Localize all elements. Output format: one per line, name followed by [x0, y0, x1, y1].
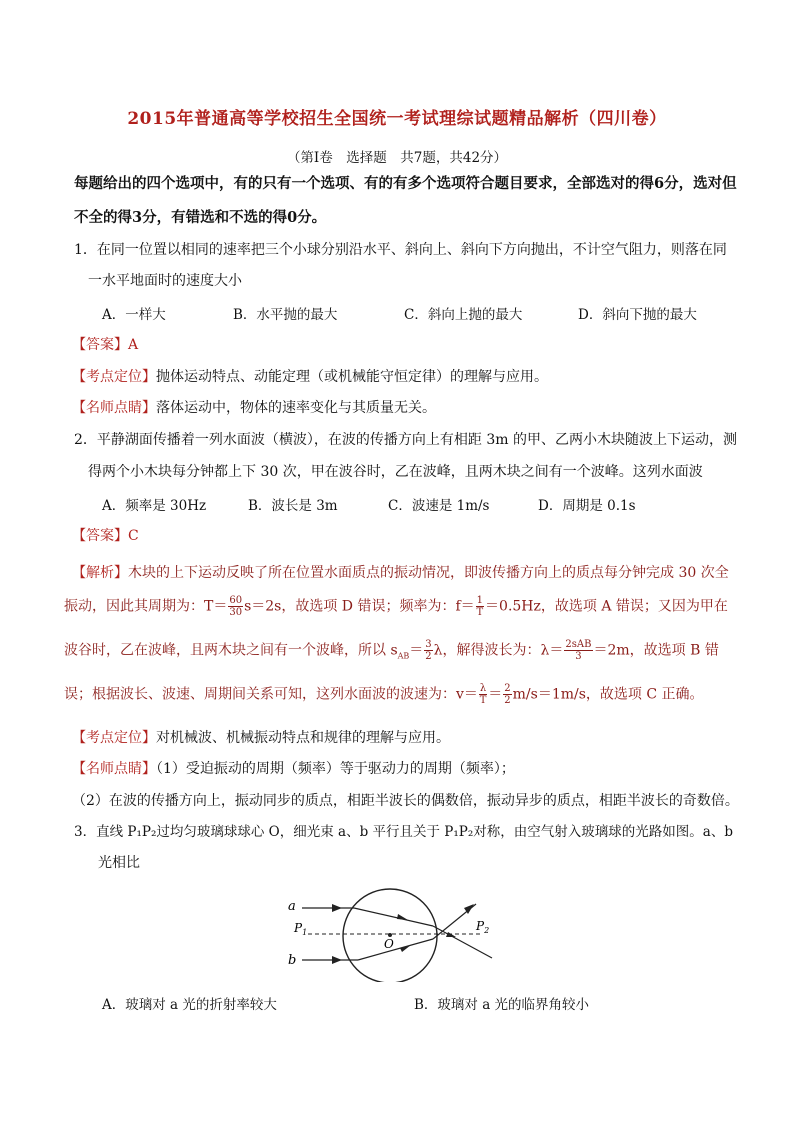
- key-point-tag: 【考点定位】: [72, 730, 156, 746]
- q1-stem-line-2: 一水平地面时的速度大小: [88, 273, 242, 289]
- q2-answer: [72, 526, 728, 546]
- answer-value: C: [128, 528, 139, 544]
- q3-option-a: A．玻璃对 a 光的折射率较大: [102, 997, 277, 1013]
- analysis-tag: 【解析】: [72, 565, 128, 581]
- q2-option-b: B．波长是 3m: [248, 498, 338, 514]
- page-title: 2015年普通高等学校招生全国统一考试理综试题精品解析（四川卷）: [127, 109, 667, 129]
- instructions-line-1: 每题给出的四个选项中，有的只有一个选项、有的有多个选项符合题目要求，全部选对的得6分，选对但: [74, 175, 737, 192]
- ray-b-arrow: [332, 956, 342, 964]
- q2-analysis-line-4: 误；根据波长、波速、周期间关系可知，这列水面波的波速为：v＝ $\frac{\lambda}{T}$ ＝ $\frac{2}{2}$ m/s＝1m/s，故选项 C 正确。: [64, 683, 704, 706]
- q1-option-d: D．斜向下抛的最大: [578, 307, 697, 323]
- q2-analysis-line-1: 【解析】木块的上下运动反映了所在位置水面质点的振动情况，即波传播方向上的质点每分钟完成 30 次全: [72, 565, 729, 581]
- tip-tag: 【名师点睛】: [72, 761, 156, 777]
- answer-value: A: [128, 337, 139, 353]
- ray-b-refracted: [358, 939, 433, 960]
- ray-a-exit-arrow: [446, 932, 456, 937]
- q2-option-d: D．周期是 0.1s: [538, 498, 636, 514]
- key-point-tag: 【考点定位】: [72, 369, 156, 385]
- q3-optics-diagram: [280, 882, 520, 982]
- key-point-text: 抛体运动特点、动能定理（或机械能守恒定律）的理解与应用。: [156, 369, 548, 385]
- label-p2: $P_2$: [476, 919, 490, 935]
- q1-key-point: [72, 367, 728, 387]
- q2-tip-line-2: （2）在波的传播方向上，振动同步的质点，相距半波长的偶数倍，振动异步的质点，相距半波长的奇数倍。: [72, 793, 739, 809]
- q1-stem-line-1: 1．在同一位置以相同的速率把三个小球分别沿水平、斜向上、斜向下方向抛出，不计空气阻力，则落在同: [74, 242, 727, 258]
- q1-tip: [72, 398, 728, 418]
- q1-option-a: A．一样大: [102, 307, 166, 323]
- answer-tag: 【答案】: [72, 337, 128, 353]
- label-a: a: [288, 899, 296, 914]
- tip-tag: 【名师点睛】: [72, 400, 156, 416]
- q3-option-b: B．玻璃对 a 光的临界角较小: [414, 997, 590, 1013]
- label-p1: $P_1$: [294, 921, 308, 937]
- q2-key-point: [72, 728, 728, 748]
- q2-stem-line-2: 得两个小木块每分钟都上下 30 次，甲在波谷时，乙在波峰，且两木块之间有一个波峰。这列水面波: [88, 464, 703, 480]
- section-subtitle: （第Ⅰ卷 选择题 共7题，共42分）: [286, 150, 508, 166]
- q2-analysis-line-2: 振动，因此其周期为：T＝ $\frac{60}{30}$ s＝2s，故选项 D 错误；频率为：f＝ $\frac{1}{T}$ ＝0.5Hz，故选项 A 错误；又因为甲在: [64, 595, 728, 618]
- q2-tip: [72, 759, 728, 779]
- key-point-text: 对机械波、机械振动特点和规律的理解与应用。: [156, 730, 450, 746]
- q1-answer: [72, 335, 728, 355]
- q1-option-b: B．水平抛的最大: [233, 307, 338, 323]
- ray-a-inner-arrow: [397, 914, 408, 920]
- tip-text: （1）受迫振动的周期（频率）等于驱动力的周期（频率）；: [156, 761, 515, 777]
- ray-b-inner-arrow: [400, 945, 411, 952]
- ray-a-arrow: [332, 904, 342, 912]
- q3-stem-line-1: 3．直线 P₁P₂过均匀玻璃球球心 O，细光束 a、b 平行且关于 P₁P₂对称，由空气射入玻璃球的光路如图。a、b: [74, 824, 733, 840]
- label-o: O: [384, 937, 394, 951]
- instructions-line-2: 不全的得3分，有错选和不选的得0分。: [74, 209, 327, 226]
- q2-option-a: A．频率是 30Hz: [102, 498, 207, 514]
- q2-option-c: C．波速是 1m/s: [388, 498, 490, 514]
- q1-option-c: C．斜向上抛的最大: [404, 307, 523, 323]
- q2-stem-line-1: 2．平静湖面传播着一列水面波（横波），在波的传播方向上有相距 3m 的甲、乙两小木块随波上下运动，测: [74, 432, 737, 448]
- q2-analysis-line-3: 波谷时，乙在波峰，且两木块之间有一个波峰，所以 $s_{AB}=$ $\frac{3}{2}$ λ，解得波长为：λ＝ $\frac{\text{2sAB}}{3}$ ＝2m，故选项 B 错: [64, 639, 719, 662]
- q3-stem-line-2: 光相比: [98, 855, 140, 871]
- label-b: b: [288, 953, 297, 968]
- ray-a-refracted: [354, 908, 433, 926]
- tip-text: 落体运动中，物体的速率变化与其质量无关。: [156, 400, 436, 416]
- answer-tag: 【答案】: [72, 528, 128, 544]
